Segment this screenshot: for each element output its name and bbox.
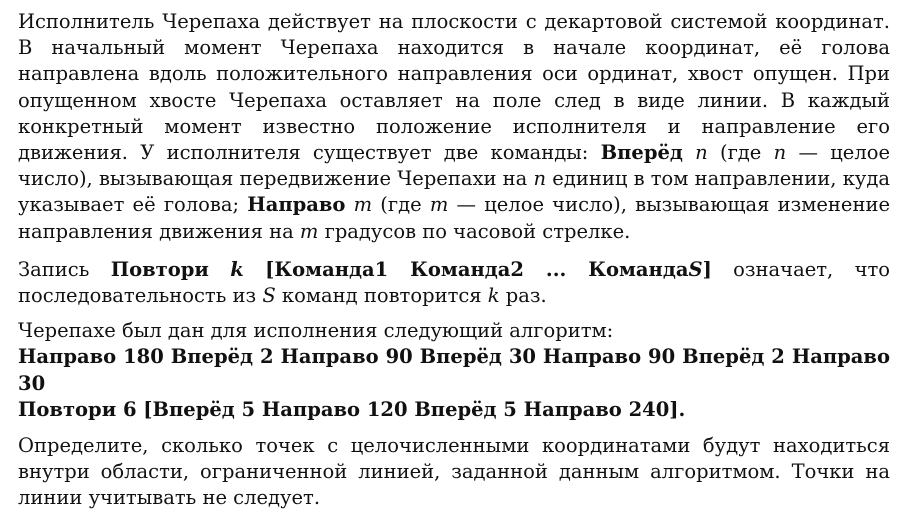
variable-m: m (353, 193, 373, 217)
variable-s: S (688, 257, 703, 281)
variable-n: n (533, 167, 547, 191)
algorithm-intro: Черепахе был дан для исполнения следующий алгоритм: (18, 319, 614, 343)
repeat-text: раз. (499, 284, 547, 308)
description-text: — целое число), вызывающая изменение направления движения на (18, 193, 890, 243)
repeat-text: команд повторится (275, 284, 488, 308)
description-text: единиц в том направлении, куда указывает её голова; (18, 167, 890, 217)
forward-command-name: Вперёд (600, 141, 683, 165)
description-text: Исполнитель Черепаха действует на плоскости с декартовой системой координат. В начальный момент Черепаха находится в начале координат, её голова направлена вдоль положительного направления оси ординат, хвост опущен. При опущенном хвосте Черепаха оставляет на поле след в виде линии. В каждый конкретный момент известно положение исполнителя и направление его движения. У исполнителя существует две команды: (18, 10, 890, 165)
question-paragraph: Определите, сколько точек с целочисленными координатами будут находиться внутри области, ограниченной линией, заданной данным алгоритмом. Точки на линии учитывать не следует. (18, 434, 890, 510)
description-text: градусов по часовой стрелке. (318, 219, 631, 243)
turtle-description-paragraph (18, 9, 890, 245)
algorithm-line-2: Повтори 6 [Вперёд 5 Направо 120 Вперёд 5 Направо 240]. (18, 397, 686, 421)
command-list-bracket: [Команда1 Команда2 ... Команда (265, 257, 689, 281)
description-text: (где (707, 141, 774, 165)
variable-n: n (773, 141, 787, 165)
repeat-command-name: Повтори (110, 257, 209, 281)
repeat-text: означает, что последовательность из (18, 257, 891, 308)
repeat-text: Запись (18, 257, 111, 281)
variable-s: S (262, 284, 276, 308)
command-list-bracket-close: ] (702, 257, 712, 281)
variable-k: k (230, 257, 244, 281)
repeat-description-paragraph (18, 257, 890, 309)
algorithm-line-1: Направо 180 Вперёд 2 Направо 90 Вперёд 30 Направо 90 Вперёд 2 Направо 30 (18, 345, 890, 395)
variable-n: n (695, 141, 708, 165)
right-command-name: Направо (247, 193, 346, 217)
description-text: (где (372, 193, 430, 217)
description-text: — целое число), вызывающая передвижение Черепахи на (18, 141, 890, 191)
variable-m: m (429, 193, 449, 217)
variable-m: m (299, 219, 319, 243)
variable-k: k (487, 284, 500, 308)
